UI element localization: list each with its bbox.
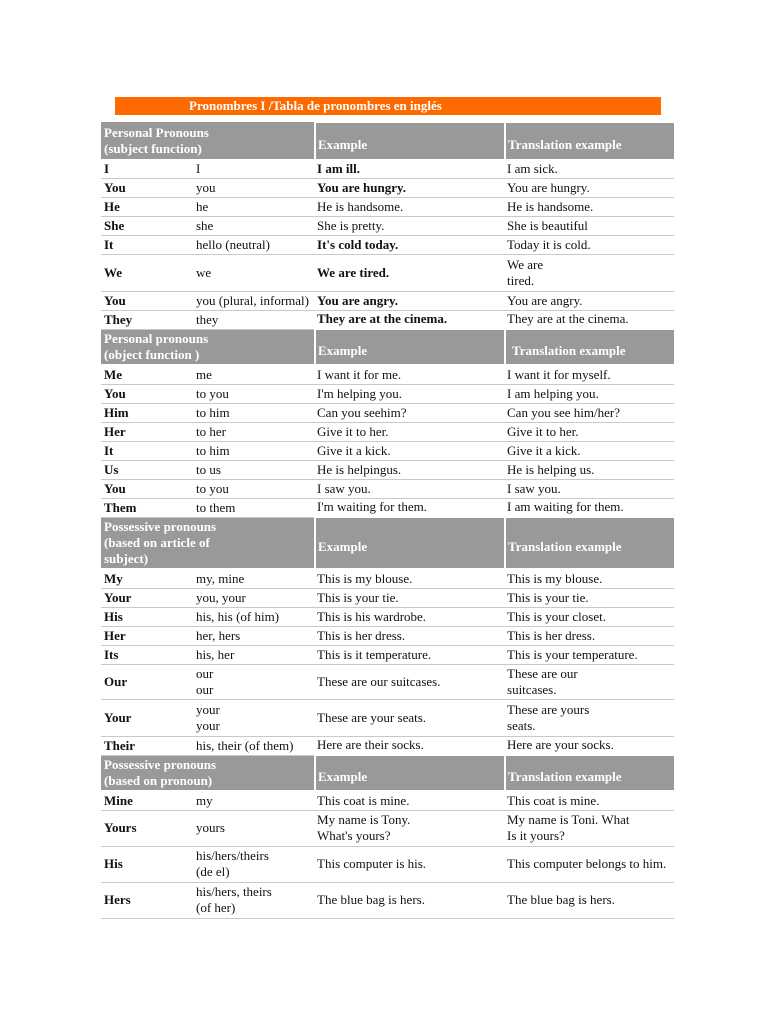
column-header-example: Example — [315, 517, 505, 569]
pronoun-cell: You — [101, 178, 191, 197]
example-cell — [315, 365, 505, 384]
meaning-cell-line: his, her — [196, 646, 235, 662]
example-cell-line: You are hungry. — [317, 179, 406, 195]
translation-cell-line: These are yours — [507, 701, 590, 717]
pronoun-cell: Your — [101, 588, 191, 607]
section-header-label-line: subject) — [104, 550, 149, 566]
table-row — [101, 160, 674, 178]
table-row — [101, 235, 674, 254]
meaning-cell — [191, 569, 315, 588]
meaning-cell-line: to him — [196, 404, 230, 420]
table-row — [101, 626, 674, 645]
example-cell-line: Give it a kick. — [317, 442, 391, 458]
table-row — [101, 588, 674, 607]
example-cell — [315, 441, 505, 460]
pronoun-cell: Her — [101, 626, 191, 645]
translation-cell-line: Today it is cold. — [507, 236, 591, 252]
translation-cell-line: Give it to her. — [507, 423, 579, 439]
meaning-cell-line: to her — [196, 423, 226, 439]
example-cell-line: This is your tie. — [317, 589, 399, 605]
translation-cell-line: This is your tie. — [507, 589, 589, 605]
meaning-cell — [191, 160, 315, 178]
example-cell — [315, 626, 505, 645]
example-cell — [315, 291, 505, 310]
example-cell-line: These are your seats. — [317, 709, 427, 725]
meaning-cell-line: to him — [196, 442, 230, 458]
section-header — [101, 122, 674, 160]
translation-cell — [505, 626, 674, 645]
example-cell — [315, 422, 505, 441]
example-cell-line: I want it for me. — [317, 366, 402, 382]
example-cell-line: Can you seehim? — [317, 404, 407, 420]
pronoun-cell: Yours — [101, 810, 191, 846]
translation-cell — [505, 846, 674, 882]
translation-cell-line: seats. — [507, 717, 536, 733]
translation-cell — [505, 422, 674, 441]
section-header-label — [101, 517, 315, 569]
example-cell — [315, 569, 505, 588]
meaning-cell-line: your — [196, 717, 220, 733]
example-cell — [315, 699, 505, 736]
example-cell — [315, 588, 505, 607]
example-cell-line: This is my blouse. — [317, 570, 413, 586]
section-header-label-line: Possessive pronouns — [104, 518, 217, 534]
meaning-cell — [191, 291, 315, 310]
pronoun-cell: It — [101, 441, 191, 460]
translation-cell-line: He is helping us. — [507, 461, 595, 477]
section-header-label — [101, 329, 315, 365]
translation-cell-line: This is your closet. — [507, 608, 606, 624]
example-cell-line: This is it temperature. — [317, 646, 432, 662]
table-row — [101, 291, 674, 310]
meaning-cell-line: our — [196, 665, 214, 681]
pronoun-cell: Us — [101, 460, 191, 479]
example-cell — [315, 160, 505, 178]
table-row — [101, 846, 674, 882]
meaning-cell-line: my — [196, 792, 213, 808]
translation-cell-line: This coat is mine. — [507, 792, 600, 808]
meaning-cell — [191, 422, 315, 441]
table-row — [101, 403, 674, 422]
pronoun-cell: Him — [101, 403, 191, 422]
column-header-translation: Translation example — [505, 517, 674, 569]
meaning-cell-line: her, hers — [196, 627, 241, 643]
pronoun-cell: Me — [101, 365, 191, 384]
translation-cell — [505, 365, 674, 384]
translation-cell-line: This is her dress. — [507, 627, 596, 643]
meaning-cell-line: yours — [196, 820, 225, 835]
translation-cell — [505, 882, 674, 918]
translation-cell — [505, 291, 674, 310]
example-cell-line: These are our suitcases. — [317, 673, 441, 689]
translation-cell — [505, 569, 674, 588]
table-row — [101, 791, 674, 810]
table-row — [101, 216, 674, 235]
meaning-cell — [191, 235, 315, 254]
translation-cell-line: tired. — [507, 272, 535, 288]
meaning-cell-line: you — [196, 179, 216, 195]
meaning-cell — [191, 736, 315, 755]
example-cell-line: She is pretty. — [317, 217, 385, 233]
example-cell-line: He is helpingus. — [317, 461, 402, 477]
example-cell-line: This is his wardrobe. — [317, 608, 427, 624]
pronoun-cell: Them — [101, 498, 191, 517]
pronoun-cell: We — [101, 254, 191, 291]
pronoun-cell: Its — [101, 645, 191, 664]
meaning-cell — [191, 498, 315, 517]
example-cell — [315, 178, 505, 197]
example-cell — [315, 498, 505, 517]
translation-cell — [505, 160, 674, 178]
section-header-label-line: (based on pronoun) — [104, 772, 213, 788]
meaning-cell-line: they — [196, 311, 219, 327]
translation-cell-line: You are angry. — [507, 292, 583, 308]
pronoun-table — [101, 121, 674, 919]
example-cell-line: They are at the cinema. — [317, 311, 448, 327]
translation-cell — [505, 384, 674, 403]
pronoun-cell: His — [101, 846, 191, 882]
meaning-cell-line: my, mine — [196, 570, 245, 586]
example-cell — [315, 216, 505, 235]
meaning-cell — [191, 365, 315, 384]
example-cell-line: My name is Tony. — [317, 812, 411, 827]
meaning-cell-line: to us — [196, 461, 221, 477]
translation-cell — [505, 254, 674, 291]
meaning-cell — [191, 664, 315, 699]
section-header — [101, 517, 674, 569]
translation-cell — [505, 178, 674, 197]
example-cell — [315, 384, 505, 403]
translation-cell-line: I want it for myself. — [507, 366, 611, 382]
meaning-cell — [191, 197, 315, 216]
example-cell — [315, 664, 505, 699]
column-header-translation: Translation example — [505, 329, 674, 365]
example-cell — [315, 846, 505, 882]
translation-cell — [505, 310, 674, 329]
pronoun-cell: She — [101, 216, 191, 235]
meaning-cell — [191, 216, 315, 235]
translation-cell-line: I am waiting for them. — [507, 499, 624, 515]
translation-cell-line: We are — [507, 256, 544, 272]
example-cell-line: We are tired. — [317, 264, 390, 280]
meaning-cell-line: to you — [196, 480, 229, 496]
translation-cell-line: They are at the cinema. — [507, 311, 629, 327]
meaning-cell-line: me — [196, 366, 212, 382]
page-title: Pronombres I /Tabla de pronombres en inglés — [115, 97, 661, 115]
pronoun-cell: It — [101, 235, 191, 254]
example-cell — [315, 235, 505, 254]
translation-cell-line: The blue bag is hers. — [507, 892, 615, 907]
section-header — [101, 329, 674, 365]
translation-cell-line: suitcases. — [507, 681, 557, 697]
table-row — [101, 384, 674, 403]
section-header-label-line: (subject function) — [104, 140, 202, 156]
example-cell — [315, 479, 505, 498]
table-row — [101, 645, 674, 664]
meaning-cell-line: (de el) — [196, 864, 230, 879]
table-row — [101, 178, 674, 197]
translation-cell-line: You are hungry. — [507, 179, 590, 195]
translation-cell-line: He is handsome. — [507, 198, 594, 214]
pronoun-cell: You — [101, 384, 191, 403]
meaning-cell — [191, 479, 315, 498]
pronoun-cell: They — [101, 310, 191, 329]
example-cell — [315, 882, 505, 918]
pronoun-cell: I — [101, 160, 191, 178]
translation-cell — [505, 645, 674, 664]
column-header-example: Example — [315, 122, 505, 160]
table-row — [101, 882, 674, 918]
example-cell — [315, 810, 505, 846]
meaning-cell-line: his, his (of him) — [196, 608, 280, 624]
example-cell — [315, 791, 505, 810]
example-cell-line: The blue bag is hers. — [317, 892, 425, 907]
example-cell — [315, 403, 505, 422]
translation-cell-line: Can you see him/her? — [507, 404, 621, 420]
table-row — [101, 569, 674, 588]
table-row — [101, 441, 674, 460]
translation-cell — [505, 441, 674, 460]
translation-cell — [505, 479, 674, 498]
translation-cell-line: This computer belongs to him. — [507, 856, 667, 871]
example-cell — [315, 310, 505, 329]
meaning-cell-line: (of her) — [196, 900, 236, 915]
translation-cell — [505, 607, 674, 626]
example-cell — [315, 607, 505, 626]
meaning-cell — [191, 810, 315, 846]
translation-cell — [505, 197, 674, 216]
example-cell-line: What's yours? — [317, 828, 391, 843]
meaning-cell — [191, 384, 315, 403]
translation-cell — [505, 699, 674, 736]
example-cell — [315, 254, 505, 291]
meaning-cell-line: we — [196, 264, 212, 280]
meaning-cell — [191, 882, 315, 918]
example-cell-line: This is her dress. — [317, 627, 406, 643]
column-header-translation: Translation example — [505, 122, 674, 160]
table-row — [101, 736, 674, 755]
meaning-cell-line: you, your — [196, 589, 246, 605]
translation-cell-line: My name is Toni. What — [507, 812, 630, 827]
translation-cell-line: This is your temperature. — [507, 646, 638, 662]
section-header-label-line: (object function ) — [104, 346, 200, 362]
example-cell — [315, 460, 505, 479]
translation-cell — [505, 791, 674, 810]
pronoun-cell: Their — [101, 736, 191, 755]
translation-cell — [505, 235, 674, 254]
pronoun-cell: He — [101, 197, 191, 216]
translation-cell-line: I am sick. — [507, 161, 558, 177]
example-cell-line: Here are their socks. — [317, 737, 424, 753]
pronoun-cell: Your — [101, 699, 191, 736]
meaning-cell-line: his/hers/theirs — [196, 848, 269, 863]
example-cell-line: This computer is his. — [317, 856, 427, 871]
table-row — [101, 310, 674, 329]
meaning-cell-line: to them — [196, 499, 236, 515]
table-row — [101, 365, 674, 384]
column-header-example: Example — [315, 755, 505, 791]
pronoun-cell: His — [101, 607, 191, 626]
table-row — [101, 479, 674, 498]
table-row — [101, 422, 674, 441]
meaning-cell — [191, 607, 315, 626]
meaning-cell-line: I — [196, 161, 201, 177]
translation-cell-line: This is my blouse. — [507, 570, 603, 586]
translation-cell — [505, 810, 674, 846]
meaning-cell-line: he — [196, 198, 209, 214]
example-cell-line: I am ill. — [317, 161, 360, 177]
section-header-label-line: Personal pronouns — [104, 330, 209, 346]
meaning-cell — [191, 846, 315, 882]
translation-cell-line: Give it a kick. — [507, 442, 581, 458]
example-cell-line: I'm waiting for them. — [317, 499, 427, 515]
translation-cell — [505, 403, 674, 422]
translation-cell — [505, 498, 674, 517]
translation-cell — [505, 664, 674, 699]
translation-cell-line: I am helping you. — [507, 385, 599, 401]
example-cell-line: It's cold today. — [317, 236, 399, 252]
table-row — [101, 254, 674, 291]
table-row — [101, 810, 674, 846]
column-header-example: Example — [315, 329, 505, 365]
meaning-cell-line: your — [196, 701, 220, 717]
meaning-cell — [191, 178, 315, 197]
meaning-cell — [191, 588, 315, 607]
translation-cell-line: These are our — [507, 665, 578, 681]
meaning-cell-line: his, their (of them) — [196, 737, 294, 753]
meaning-cell-line: to you — [196, 385, 229, 401]
meaning-cell-line: his/hers, theirs — [196, 884, 272, 899]
pronoun-cell: You — [101, 479, 191, 498]
meaning-cell — [191, 254, 315, 291]
example-cell-line: I saw you. — [317, 480, 371, 496]
section-header-label-line: (based on article of — [104, 534, 210, 550]
example-cell-line: He is handsome. — [317, 198, 404, 214]
translation-cell — [505, 460, 674, 479]
pronoun-cell: You — [101, 291, 191, 310]
example-cell-line: Give it to her. — [317, 423, 389, 439]
meaning-cell — [191, 626, 315, 645]
pronoun-cell: Hers — [101, 882, 191, 918]
translation-cell-line: Here are your socks. — [507, 737, 614, 753]
section-header-label — [101, 755, 315, 791]
meaning-cell-line: she — [196, 217, 214, 233]
meaning-cell — [191, 441, 315, 460]
example-cell-line: You are angry. — [317, 292, 399, 308]
meaning-cell-line: you (plural, informal) — [196, 292, 309, 308]
meaning-cell — [191, 699, 315, 736]
table-row — [101, 498, 674, 517]
table-row — [101, 460, 674, 479]
meaning-cell — [191, 791, 315, 810]
section-header-label-line: Personal Pronouns — [104, 124, 209, 140]
meaning-cell-line: hello (neutral) — [196, 236, 270, 252]
translation-cell-line: Is it yours? — [507, 828, 565, 843]
pronoun-cell: Her — [101, 422, 191, 441]
pronoun-cell: My — [101, 569, 191, 588]
table-row — [101, 607, 674, 626]
column-header-translation: Translation example — [505, 755, 674, 791]
meaning-cell — [191, 403, 315, 422]
table-row — [101, 197, 674, 216]
meaning-cell-line: our — [196, 681, 214, 697]
example-cell-line: I'm helping you. — [317, 385, 403, 401]
translation-cell — [505, 216, 674, 235]
example-cell-line: This coat is mine. — [317, 792, 410, 808]
example-cell — [315, 197, 505, 216]
meaning-cell — [191, 645, 315, 664]
translation-cell-line: I saw you. — [507, 480, 561, 496]
meaning-cell — [191, 460, 315, 479]
pronoun-cell: Mine — [101, 791, 191, 810]
table-row — [101, 664, 674, 699]
section-header — [101, 755, 674, 791]
meaning-cell — [191, 310, 315, 329]
example-cell — [315, 736, 505, 755]
translation-cell — [505, 588, 674, 607]
table-row — [101, 699, 674, 736]
section-header-label — [101, 122, 315, 160]
translation-cell — [505, 736, 674, 755]
example-cell — [315, 645, 505, 664]
section-header-label-line: Possessive pronouns — [104, 756, 217, 772]
translation-cell-line: She is beautiful — [507, 217, 588, 233]
pronoun-cell: Our — [101, 664, 191, 699]
